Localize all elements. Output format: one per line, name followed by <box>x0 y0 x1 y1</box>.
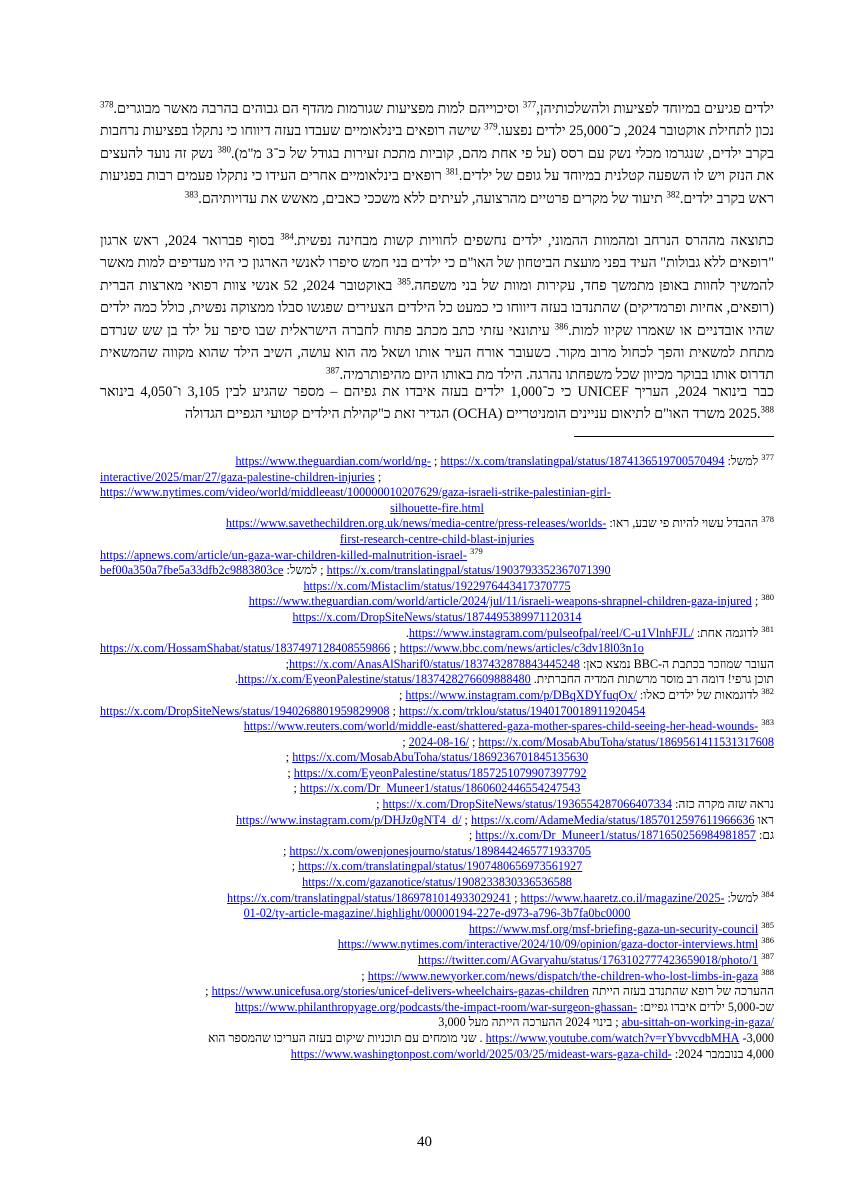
footnote-link[interactable]: https://x.com/DropSiteNews/status/1936554287066407334 <box>382 797 672 812</box>
footnote-text: שכ-5,000 ילדים איבדו גפיים: <box>637 999 774 1014</box>
text-run: רופאים בינלאומיים אחרים העידו כי נתקלו פעמים רבות בפגיעות ראש בקרב ילדים. <box>100 168 774 207</box>
footnote-link[interactable]: interactive/2025/mar/27/gaza-palestine-children-injuries <box>100 469 375 484</box>
footnote-text: 3,000- <box>739 1030 774 1045</box>
footnote-text: ; <box>468 734 479 749</box>
footnote-link[interactable]: https://x.com/owenjonesjourno/status/1898442465771933705 <box>289 843 592 858</box>
footnote-text: . <box>405 625 409 640</box>
text-run: תיעוד של מקרים פרטיים מהרצועה, לעיתים ללא משככי כאבים, מאשש את עדויותיהם. <box>198 190 667 207</box>
footnote-link[interactable]: silhouette-fire.html <box>390 500 484 515</box>
footnote-line <box>100 641 774 657</box>
footnote-line <box>100 906 774 922</box>
paragraph-content <box>100 381 774 426</box>
footnote-link[interactable]: https://www.haaretz.co.il/magazine/2025- <box>520 890 725 905</box>
footnote-text: תוכן גרפי! דומה רב מוסר מרשתות המדיה החברתית. <box>530 672 774 687</box>
footnote-number: 378 <box>761 516 774 525</box>
footnote-line <box>100 781 774 797</box>
footnote-line <box>100 969 774 985</box>
footnote-link[interactable]: first-research-centre-child-blast-injuries <box>339 531 535 546</box>
footnote-link[interactable]: https://www.instagram.com/p/DBqXDYfuqOx/ <box>405 687 637 702</box>
footnote-link[interactable]: https://www.savethechildren.org.uk/news/media-centre/press-releases/worlds- <box>225 516 607 531</box>
footnote-line <box>100 797 774 813</box>
footnote-number: 388 <box>761 968 774 977</box>
footnote-line <box>100 922 774 938</box>
footnote-link[interactable]: https://x.com/Dr_Muneer1/status/1871650256984981857 <box>475 828 756 843</box>
body-paragraph-3 <box>100 381 774 426</box>
footnote-link[interactable]: https://www.theguardian.com/world/ng- <box>235 454 431 468</box>
footnote-text: ; <box>461 812 471 827</box>
footnote-text: לדוגמה אחת: <box>693 625 762 640</box>
footnote-line <box>100 672 774 688</box>
footnote-text: ; <box>389 703 399 718</box>
footnote-text: ; <box>398 687 406 702</box>
footnote-link[interactable]: https://www.philanthropyage.org/podcasts/the-impact-room/war-surgeon-ghassan- <box>235 999 638 1014</box>
text-run: בסוף פברואר 2024, ראש ארגון "רופאים ללא גבולות" העיד בפני מועצת הביטחון של האו"ם כי ילדים בני חמש סיפרו לאנשי הארגון כי היו מעדיפים למות מאשר להמשיך לחוות באופן מתמשך פחד, עקירות ומוות של בני משפחה. <box>100 233 775 294</box>
footnote-text: . <box>234 672 238 687</box>
footnote-link[interactable]: https://www.nytimes.com/interactive/2024/10/09/opinion/gaza-doctor-interviews.html <box>337 937 759 952</box>
footnote-link[interactable]: 01-02/ty-article-magazine/.highlight/00000194-227e-d973-a796-3b7fa0bc0000 <box>243 906 631 921</box>
footnote-text: ; <box>205 984 212 999</box>
footnote-link[interactable]: https://x.com/MosabAbuToha/status/1869561411531317608 <box>478 734 774 749</box>
footnote-text: ; <box>511 890 521 905</box>
footnote-line <box>100 937 774 953</box>
footnote-line <box>100 1031 774 1047</box>
footnote-text: העובר שמוזכר בכתבת ה-BBC נמצא כאן: <box>579 656 774 671</box>
footnote-text: ראו <box>754 812 774 827</box>
footnote-line <box>100 766 774 782</box>
footnote-text: ההערכה של רופא שהתנדב בעזה הייתה <box>588 984 774 999</box>
footnote-link[interactable]: https://x.com/translatingpal/status/1874136519700570494 <box>440 454 725 468</box>
footnote-line <box>100 688 774 704</box>
footnote-line <box>100 579 774 595</box>
footnote-line <box>100 548 774 564</box>
footnote-line <box>100 594 774 610</box>
text-run: כבר בינואר 2024, העריך UNICEF כי כ־1,000 ילדים בעזה איבדו את גפיהם – מספר שהגיע לבין 3,105 ו־4,050 בינואר 2025. <box>100 384 775 423</box>
footnote-link[interactable]: https://apnews.com/article/un-gaza-war-children-killed-malnutrition-israel- <box>100 547 467 562</box>
footnote-link[interactable]: https://www.newyorker.com/news/dispatch/the-children-who-lost-limbs-in-gaza <box>367 968 759 983</box>
footnote-text: ; למשל: <box>283 563 327 578</box>
footnote-text: ; <box>430 454 441 468</box>
footnote-link[interactable]: https://x.com/AnasAlSharif0/status/1837432878843445248 <box>289 656 580 671</box>
footnote-text: ; <box>293 781 300 796</box>
footnote-separator <box>574 436 774 437</box>
footnote-line <box>100 891 774 907</box>
footnote-link[interactable]: https://www.msf.org/msf-briefing-gaza-un-security-council <box>468 921 759 936</box>
footnote-ref: 383 <box>184 188 199 199</box>
footnote-text: ההבדל עשוי להיות פי שבע, ראו: <box>606 516 762 531</box>
text-run: נכון לתחילת אוקטובר 2024, כ־25,000 ילדים נפצעו. <box>497 123 774 140</box>
footnote-line <box>100 704 774 720</box>
footnote-ref: 381 <box>445 166 459 177</box>
footnote-line <box>100 470 774 486</box>
paragraph-content <box>100 230 774 387</box>
text-run: שישה רופאים בינלאומיים שעבדו בעזה דיווחו כי נתקלו בפציעות נרחבות בקרב ילדים, שנגרמו מכלי נשק עם רסס (על פי אחת מהם, קוביות מתכת זעירות בגודל של כ־3 מ"מ). <box>100 123 774 162</box>
text-run: עיתונאי עזתי כתב מכתב פתוח לחברה הישראלית שבו סיפר על ילד בן שש שנרדם מתחת למשאית והפך לכחול מרוב מקור. כשעובר אורח העיר אותו ושאל מה הוא עושה, השיב הילד שהוא מקווה שהמשאית תדרוס אותו בבוקר מכיוון שכל משפחתו נהרגה. הילד מת באותו היום מהיפותרמיה. <box>100 322 774 384</box>
footnote-link[interactable]: https://www.theguardian.com/world/article/2024/jul/11/israeli-weapons-shrapnel-children-gaza-injured <box>248 594 752 609</box>
footnote-ref: 386 <box>554 320 569 331</box>
footnote-ref: 385 <box>397 276 411 287</box>
page-number: 40 <box>417 1134 432 1150</box>
footnote-link[interactable]: https://www.bbc.com/news/articles/c3dv18l03n1o <box>399 641 644 656</box>
footnote-link[interactable]: https://x.com/Dr_Muneer1/status/1860602446554247543 <box>299 781 581 796</box>
footnote-text: . שני מומחים עם תוכניות שיקום בעזה העריכו שהמספר הוא <box>207 1030 486 1045</box>
footnote-text: למשל: <box>724 890 762 905</box>
footnote-line <box>100 1047 774 1063</box>
footnote-text: גם: <box>755 828 774 843</box>
footnote-line <box>100 750 774 766</box>
footnote-link[interactable]: https://www.youtube.com/watch?v=rYbvvcdbMHA <box>485 1030 740 1045</box>
footnote-text: ; <box>376 797 383 812</box>
footnote-text: למשל: <box>724 454 762 468</box>
footnote-ref: 388 <box>760 404 774 415</box>
footnote-ref: 377 <box>522 99 537 110</box>
text-run: וסיכוייהם למות מפציעות שגורמות מהדף הם גבוהים בהרבה מאשר מבוגרים. <box>113 101 523 117</box>
footnote-line <box>100 563 774 579</box>
footnote-number: 380 <box>761 594 774 603</box>
footnote-line <box>100 984 774 1000</box>
footnote-text: ; <box>285 656 290 671</box>
footnote-link[interactable]: https://x.com/translatingpal/status/1907480656973561927 <box>298 859 583 874</box>
footnote-text: ; בינוי 2024 ההערכה הייתה מעל 3,000 <box>438 1015 622 1030</box>
footnote-link[interactable]: https://x.com/trklou/status/1940170018911920454 <box>398 703 646 718</box>
footnote-text: ; <box>287 765 294 780</box>
footnote-line <box>100 735 774 751</box>
footnote-number: 379 <box>469 547 483 556</box>
footnote-ref: 380 <box>217 144 231 155</box>
footnote-link[interactable]: https://x.com/DropSiteNews/status/1874495389971120314 <box>292 609 582 624</box>
footnote-text: 4,000 בנובמבר 2024: <box>671 1046 774 1061</box>
footnote-text: ; <box>285 750 293 765</box>
footnote-line <box>100 501 774 517</box>
text-run: משרד האו"ם לתיאום עניינים הומניטריים (OCHA) הגדיר זאת כ"קהילת הילדים קטועי הגפיים הגדולה <box>184 406 729 423</box>
paragraph-content <box>100 98 774 210</box>
footnote-line <box>100 485 774 501</box>
footnotes <box>100 454 774 1062</box>
footnote-text: ; <box>374 469 382 484</box>
footnote-text: ; <box>468 828 476 843</box>
text-run: ילדים פגיעים במיוחד לפציעות ולהשלכותיהן, <box>536 101 774 117</box>
footnote-line <box>100 1015 774 1031</box>
footnote-number: 384 <box>761 890 774 899</box>
footnote-text: לדוגמאות של ילדים כאלו: <box>636 687 762 702</box>
footnote-link[interactable]: https://x.com/AdameMedia/status/1857012597611966636 <box>470 812 755 827</box>
footnote-link[interactable]: https://www.washingtonpost.com/world/2025/03/25/mideast-wars-gaza-child- <box>290 1046 672 1061</box>
footnote-line <box>100 610 774 626</box>
footnote-text: ; <box>361 968 368 983</box>
footnote-number: 387 <box>761 953 774 961</box>
body-paragraph-1 <box>100 98 774 210</box>
footnote-link[interactable]: abu-sittah-on-working-in-gaza/ <box>621 1015 774 1030</box>
footnote-link[interactable]: https://www.unicefusa.org/stories/unicef-delivers-wheelchairs-gazas-children <box>211 984 589 999</box>
footnote-line <box>100 532 774 548</box>
footnote-ref: 387 <box>325 365 340 376</box>
footnote-line <box>100 844 774 860</box>
footnote-line <box>100 828 774 844</box>
footnote-number: 377 <box>761 454 774 462</box>
footnote-line <box>100 859 774 875</box>
footnote-link[interactable]: https://www.instagram.com/pulseofpal/reel/C-u1VlnhFJL/ <box>408 625 694 640</box>
text-run: באוקטובר 2024, 52 אנשי צוות רפואי מארצות הברית (רופאים, אחיות ופרמדיקים) שהתנדבו בעזה דיווחו כי כמעט כל הילדים הצעירים שפגשו סבלו ממצוקה נפשית, כולל כמה ילדים שהיו אובדניים או שאמרו שקיוו למות. <box>100 277 774 339</box>
footnote-number: 383 <box>761 719 774 728</box>
footnote-link[interactable]: https://www.nytimes.com/video/world/middleeast/100000010207629/gaza-israeli-strike-palestinian-girl- <box>100 485 611 500</box>
text-run: נשק זה נועד להעצים את הנזק ויש לו השפעה קטלנית במיוחד על גופם של ילדים. <box>100 145 775 185</box>
footnote-line <box>100 516 774 532</box>
footnote-text: ; <box>390 641 400 656</box>
footnote-number: 382 <box>761 687 774 696</box>
footnote-link[interactable]: https://www.reuters.com/world/middle-east/shattered-gaza-mother-spares-child-seeing-her-head-wounds- <box>243 719 759 734</box>
footnote-link[interactable]: https://x.com/EyeonPalestine/status/1837428276609888480 <box>237 672 531 687</box>
footnote-link[interactable]: https://x.com/translatingpal/status/1869781014933029241 <box>227 890 512 905</box>
footnote-ref: 382 <box>666 188 680 199</box>
footnote-ref: 379 <box>484 121 498 132</box>
footnote-link[interactable]: https://x.com/MosabAbuToha/status/1869236701845135630 <box>292 750 589 765</box>
footnote-link[interactable]: https://x.com/Mistaclim/status/1922976443417370775 <box>303 578 571 593</box>
footnote-text: ; <box>291 859 299 874</box>
footnote-line <box>100 719 774 735</box>
footnote-link[interactable]: https://x.com/translatingpal/status/1903793352367071390 <box>326 563 611 578</box>
footnote-ref: 378 <box>100 99 114 110</box>
footnote-line <box>100 657 774 673</box>
text-run: כתוצאה מההרס הנרחב ומהמוות ההמוני, ילדים נחשפים לחוויות קשות מבחינה נפשית. <box>293 233 774 249</box>
body-paragraph-2 <box>100 230 774 387</box>
footnote-text: ; <box>751 594 762 609</box>
footnote-number: 381 <box>761 625 774 634</box>
footnote-line <box>100 953 774 969</box>
footnote-link[interactable]: https://twitter.com/AGvaryahu/status/1763102777423659018/photo/1 <box>417 953 759 967</box>
footnote-link[interactable]: https://www.instagram.com/p/DHJz0gNT4_d/ <box>236 812 462 827</box>
footnote-text: ; <box>282 843 290 858</box>
footnote-link[interactable]: 2024-08-16/ <box>408 734 469 749</box>
footnote-line <box>100 813 774 829</box>
footnote-text: ; <box>402 734 409 749</box>
footnote-number: 385 <box>761 921 774 930</box>
footnote-line <box>100 1000 774 1016</box>
footnote-link[interactable]: https://x.com/EyeonPalestine/status/1857251079907397792 <box>293 765 587 780</box>
footnote-ref: 384 <box>280 231 294 242</box>
footnote-line <box>100 626 774 642</box>
footnote-link[interactable]: https://x.com/gazanotice/status/1908233830336536588 <box>302 875 572 890</box>
footnote-link[interactable]: https://x.com/HossamShabat/status/1837497128408559866 <box>100 641 391 656</box>
footnote-line <box>100 454 774 470</box>
footnote-line <box>100 875 774 891</box>
footnote-text: נראה שזה מקרה כזה: <box>672 797 774 812</box>
footnote-link[interactable]: https://x.com/DropSiteNews/status/1940268801959829908 <box>100 703 390 718</box>
footnote-number: 386 <box>761 937 774 946</box>
footnote-link[interactable]: bef00a350a7fbe5a33dfb2c9883803ce <box>100 563 284 578</box>
